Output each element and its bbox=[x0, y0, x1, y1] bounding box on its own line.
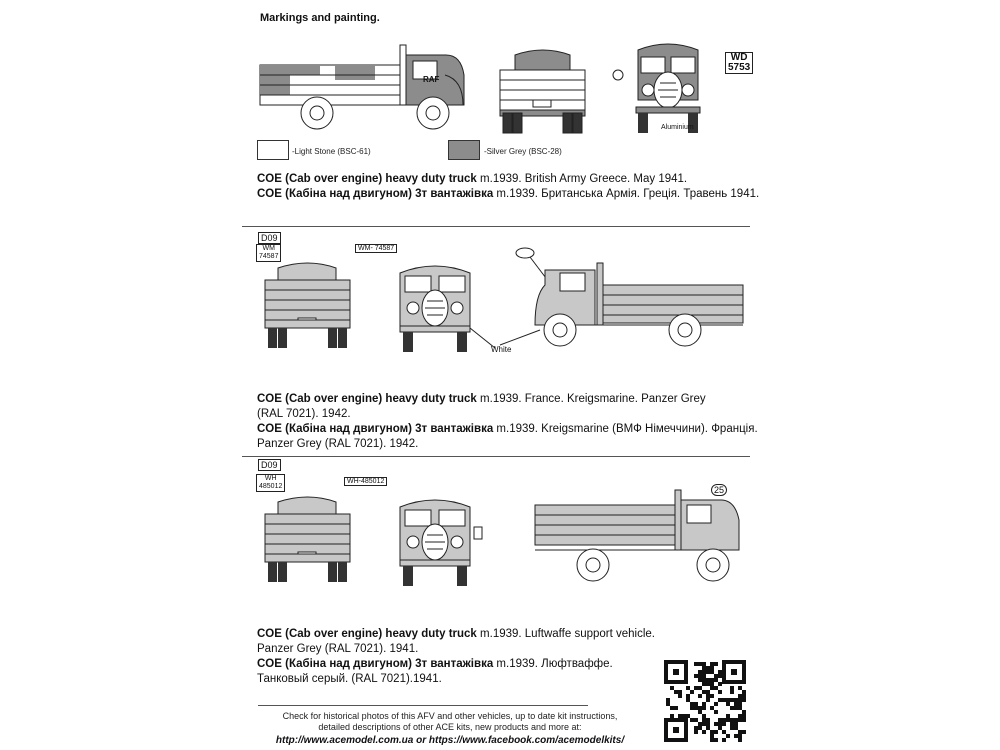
wm-plate-line-1: WM bbox=[262, 245, 275, 252]
qr-module bbox=[706, 666, 710, 670]
qr-module bbox=[726, 698, 730, 702]
caption-1-line2-bold: COE (Кабіна над двигуном) 3т вантажівка bbox=[257, 188, 494, 200]
caption-1-line2-rest: m.1939. Британська Армія. Греція. Травень 1941. bbox=[493, 188, 760, 200]
qr-module bbox=[738, 730, 742, 734]
wd-plate-1 bbox=[725, 52, 753, 74]
qr-module bbox=[718, 670, 722, 674]
qr-module bbox=[710, 734, 714, 738]
qr-module bbox=[730, 686, 734, 690]
qr-module bbox=[738, 706, 742, 710]
truck-front-view-3 bbox=[385, 492, 485, 587]
qr-module bbox=[698, 722, 702, 726]
wm-front-plate-2: WM- 74587 bbox=[355, 244, 397, 253]
qr-module bbox=[734, 702, 738, 706]
qr-module bbox=[718, 726, 722, 730]
qr-module bbox=[694, 730, 698, 734]
qr-module bbox=[730, 690, 734, 694]
caption-2-line3-bold: COE (Кабіна над двигуном) 3т вантажівка bbox=[257, 423, 494, 435]
qr-module bbox=[718, 682, 722, 686]
qr-module bbox=[686, 698, 690, 702]
qr-module bbox=[702, 690, 706, 694]
aluminium-label: Aluminium bbox=[661, 124, 694, 131]
qr-module bbox=[718, 718, 722, 722]
caption-3-line3-bold: COE (Кабіна над двигуном) 3т вантажівка bbox=[257, 658, 494, 670]
caption-3-line3-rest: m.1939. Люфтваффе. bbox=[493, 658, 613, 670]
qr-module bbox=[702, 674, 706, 678]
caption-section-2 bbox=[257, 392, 758, 452]
qr-module bbox=[738, 738, 742, 742]
qr-module bbox=[706, 722, 710, 726]
truck-side-view-2 bbox=[515, 245, 755, 355]
qr-module bbox=[706, 670, 710, 674]
qr-module bbox=[734, 718, 738, 722]
qr-module bbox=[726, 734, 730, 738]
qr-module bbox=[730, 718, 734, 722]
qr-module bbox=[698, 670, 702, 674]
caption-3-line2: Panzer Grey (RAL 7021). 1941. bbox=[257, 643, 419, 655]
qr-module bbox=[730, 706, 734, 710]
truck-rear-view-2 bbox=[260, 258, 355, 353]
wh-front-plate-3: WH-485012 bbox=[344, 477, 387, 486]
qr-module bbox=[702, 718, 706, 722]
qr-module bbox=[706, 690, 710, 694]
caption-3-line4: Танковый серый. (RAL 7021).1941. bbox=[257, 673, 442, 685]
swatch-silver-grey bbox=[448, 140, 480, 160]
qr-module bbox=[674, 690, 678, 694]
qr-module bbox=[690, 702, 694, 706]
qr-module bbox=[706, 698, 710, 702]
qr-module bbox=[714, 702, 718, 706]
qr-module bbox=[722, 738, 726, 742]
qr-module bbox=[710, 662, 714, 666]
caption-1-line1-bold: COE (Cab over engine) heavy duty truck bbox=[257, 173, 477, 185]
qr-module bbox=[706, 678, 710, 682]
footer bbox=[245, 711, 655, 746]
qr-module bbox=[734, 706, 738, 710]
qr-module bbox=[714, 730, 718, 734]
qr-module bbox=[702, 662, 706, 666]
qr-module bbox=[694, 718, 698, 722]
qr-module bbox=[678, 714, 682, 718]
qr-module bbox=[698, 662, 702, 666]
qr-module bbox=[670, 714, 674, 718]
truck-side-view-3 bbox=[525, 485, 755, 585]
qr-module bbox=[726, 718, 730, 722]
qr-module bbox=[694, 686, 698, 690]
qr-module bbox=[738, 694, 742, 698]
wm-plate-line-2: 74587 bbox=[259, 253, 279, 260]
qr-module bbox=[726, 714, 730, 718]
qr-module bbox=[702, 722, 706, 726]
qr-module bbox=[742, 694, 746, 698]
qr-module bbox=[710, 730, 714, 734]
qr-module bbox=[698, 686, 702, 690]
qr-module bbox=[694, 662, 698, 666]
qr-module bbox=[738, 714, 742, 718]
wh-plate-3 bbox=[256, 474, 285, 492]
qr-module bbox=[742, 730, 746, 734]
qr-module bbox=[698, 674, 702, 678]
qr-module bbox=[694, 702, 698, 706]
qr-module bbox=[686, 714, 690, 718]
qr-module bbox=[714, 686, 718, 690]
qr-module bbox=[698, 678, 702, 682]
qr-module bbox=[714, 674, 718, 678]
truck-rear-view-3 bbox=[260, 492, 355, 587]
qr-module bbox=[730, 698, 734, 702]
qr-module bbox=[686, 686, 690, 690]
qr-module bbox=[702, 682, 706, 686]
qr-module bbox=[714, 738, 718, 742]
qr-code[interactable] bbox=[664, 660, 746, 742]
qr-module bbox=[722, 730, 726, 734]
qr-module bbox=[734, 698, 738, 702]
divider-2 bbox=[242, 456, 750, 457]
qr-module bbox=[706, 682, 710, 686]
qr-module bbox=[710, 682, 714, 686]
footer-line-2: detailed descriptions of other ACE kits, new products and more at: bbox=[318, 722, 582, 732]
qr-module bbox=[742, 714, 746, 718]
qr-module bbox=[702, 702, 706, 706]
qr-module bbox=[706, 718, 710, 722]
qr-module bbox=[738, 702, 742, 706]
number-25-marking: 25 bbox=[711, 484, 727, 496]
qr-module bbox=[742, 718, 746, 722]
qr-module bbox=[710, 670, 714, 674]
qr-module bbox=[710, 678, 714, 682]
qr-module bbox=[698, 694, 702, 698]
qr-module bbox=[694, 674, 698, 678]
qr-module bbox=[694, 726, 698, 730]
d09-tag-3: D09 bbox=[258, 459, 281, 471]
qr-module bbox=[710, 738, 714, 742]
qr-module bbox=[702, 666, 706, 670]
qr-module bbox=[698, 710, 702, 714]
footer-line-1: Check for historical photos of this AFV and other vehicles, up to date kit instructions, bbox=[282, 711, 618, 721]
swatch-light-stone-label: -Light Stone (BSC-61) bbox=[292, 147, 371, 156]
qr-module bbox=[702, 730, 706, 734]
wd-plate-line-1: WD bbox=[730, 52, 748, 63]
qr-module bbox=[670, 706, 674, 710]
qr-module bbox=[694, 706, 698, 710]
wd-plate-line-2: 5753 bbox=[728, 62, 751, 73]
qr-module bbox=[666, 702, 670, 706]
caption-2-line4: Panzer Grey (RAL 7021). 1942. bbox=[257, 438, 419, 450]
qr-module bbox=[702, 714, 706, 718]
wh-plate-line-2: 485012 bbox=[259, 483, 283, 490]
swatch-silver-grey-label: -Silver Grey (BSC-28) bbox=[484, 147, 562, 156]
qr-module bbox=[690, 706, 694, 710]
truck-side-view-1 bbox=[255, 35, 475, 135]
qr-module bbox=[678, 690, 682, 694]
caption-section-1 bbox=[257, 172, 759, 202]
caption-1-line1-rest: m.1939. British Army Greece. May 1941. bbox=[476, 173, 688, 185]
qr-module bbox=[690, 690, 694, 694]
qr-module bbox=[698, 706, 702, 710]
qr-module bbox=[666, 698, 670, 702]
caption-2-line2: (RAL 7021). 1942. bbox=[257, 408, 351, 420]
qr-module bbox=[722, 718, 726, 722]
qr-module bbox=[722, 698, 726, 702]
divider-1 bbox=[242, 226, 750, 227]
truck-rear-view-1 bbox=[495, 45, 590, 135]
qr-module bbox=[682, 714, 686, 718]
qr-module bbox=[674, 706, 678, 710]
truck-front-view-2 bbox=[385, 258, 485, 353]
qr-module bbox=[706, 694, 710, 698]
caption-section-3 bbox=[257, 627, 655, 687]
qr-module bbox=[742, 710, 746, 714]
qr-module bbox=[726, 702, 730, 706]
qr-module bbox=[678, 694, 682, 698]
swatch-light-stone bbox=[257, 140, 289, 160]
qr-module bbox=[742, 698, 746, 702]
qr-module bbox=[718, 698, 722, 702]
qr-module bbox=[710, 666, 714, 670]
qr-module bbox=[730, 726, 734, 730]
facebook-link[interactable]: https://www.facebook.com/acemodelkits/ bbox=[428, 735, 625, 746]
caption-3-line1-rest: m.1939. Luftwaffe support vehicle. bbox=[476, 628, 655, 640]
qr-module bbox=[722, 722, 726, 726]
qr-module bbox=[714, 678, 718, 682]
footer-divider bbox=[258, 705, 588, 706]
footer-or: or bbox=[413, 735, 429, 746]
qr-module bbox=[690, 718, 694, 722]
truck-front-view-1 bbox=[608, 35, 728, 135]
qr-module bbox=[738, 698, 742, 702]
white-label: White bbox=[491, 345, 512, 354]
raf-marking: RAF bbox=[423, 75, 440, 84]
qr-module bbox=[702, 670, 706, 674]
qr-module bbox=[734, 722, 738, 726]
qr-module bbox=[734, 734, 738, 738]
qr-module bbox=[734, 726, 738, 730]
qr-module bbox=[714, 722, 718, 726]
qr-module bbox=[710, 686, 714, 690]
qr-module bbox=[718, 722, 722, 726]
qr-module bbox=[742, 690, 746, 694]
caption-2-line1-bold: COE (Cab over engine) heavy duty truck bbox=[257, 393, 477, 405]
wh-plate-line-1: WH bbox=[264, 475, 277, 482]
qr-module bbox=[686, 694, 690, 698]
qr-module bbox=[738, 734, 742, 738]
qr-module bbox=[738, 718, 742, 722]
caption-3-line1-bold: COE (Cab over engine) heavy duty truck bbox=[257, 628, 477, 640]
qr-module bbox=[730, 722, 734, 726]
d09-tag-2: D09 bbox=[258, 232, 281, 244]
qr-module bbox=[718, 674, 722, 678]
qr-module bbox=[710, 706, 714, 710]
website-link[interactable]: http://www.acemodel.com.ua bbox=[275, 735, 414, 746]
qr-module bbox=[670, 686, 674, 690]
qr-module bbox=[714, 710, 718, 714]
caption-2-line3-rest: m.1939. Kreigsmarine (ВМФ Німеччини). Франція. bbox=[493, 423, 758, 435]
qr-module bbox=[718, 690, 722, 694]
qr-module bbox=[738, 686, 742, 690]
qr-module bbox=[702, 706, 706, 710]
page-heading: Markings and painting. bbox=[260, 12, 380, 24]
qr-module bbox=[706, 726, 710, 730]
qr-module bbox=[714, 662, 718, 666]
qr-module bbox=[698, 726, 702, 730]
qr-module bbox=[702, 678, 706, 682]
qr-module bbox=[710, 694, 714, 698]
caption-2-line1-rest: m.1939. France. Kreigsmarine. Panzer Grey bbox=[476, 393, 706, 405]
